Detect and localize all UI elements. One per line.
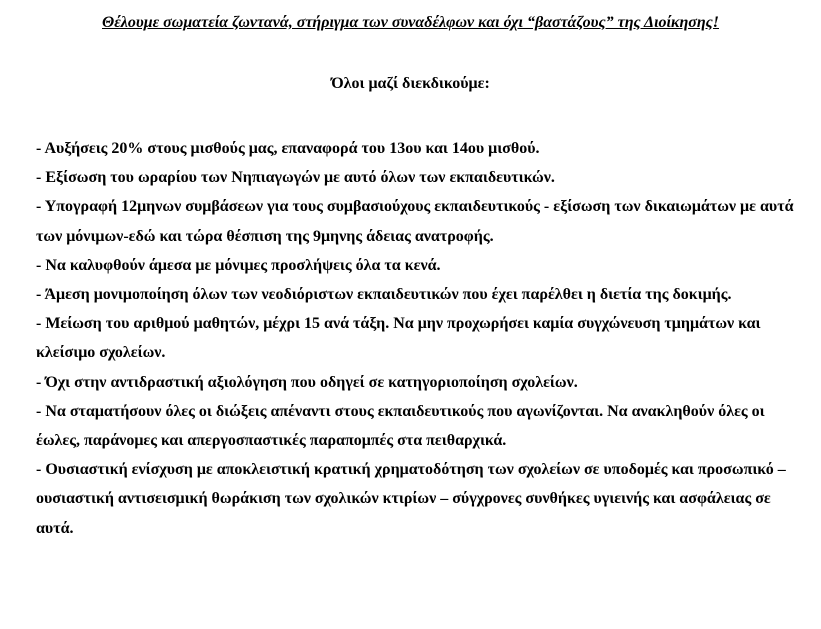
document-heading: Θέλουμε σωματεία ζωντανά, στήριγμα των συναδέλφων και όχι “βαστάζους” της Διοίκησης!: [102, 14, 719, 31]
demand-item: - Ουσιαστική ενίσχυση με αποκλειστική κρατική χρηματοδότηση των σχολείων σε υποδομές και προσωπικό – ουσιαστική αντισεισμική θωράκιση των σχολικών κτιρίων – σύγχρονες συνθήκες υγιεινής και ασφάλειας σε αυτά.: [36, 461, 786, 537]
document-subheading: Όλοι μαζί διεκδικούμε:: [331, 75, 490, 92]
demand-item: - Άμεση μονιμοποίηση όλων των νεοδιόριστων εκπαιδευτικών που έχει παρέλθει η διετία της δοκιμής.: [36, 286, 732, 304]
demands-list: [36, 134, 796, 543]
demand-item: - Όχι στην αντιδραστική αξιολόγηση που οδηγεί σε κατηγοριοποίηση σχολείων.: [36, 373, 578, 391]
demand-item: - Αυξήσεις 20% στους μισθούς μας, επαναφορά του 13ου και 14ου μισθού.: [36, 140, 540, 157]
demand-item: - Να σταματήσουν όλες οι διώξεις απέναντι στους εκπαιδευτικούς που αγωνίζονται. Να ανακληθούν όλες οι έωλες, παράνομες και απεργοσπαστικές παραπομπές στα πειθαρχικά.: [36, 402, 765, 450]
demand-item: - Να καλυφθούν άμεσα με μόνιμες προσλήψεις όλα τα κενά.: [36, 256, 441, 274]
demand-item: - Υπογραφή 12μηνων συμβάσεων για τους συμβασιούχους εκπαιδευτικούς - εξίσωση των δικαιωμάτων με αυτά των μόνιμων-εδώ και τώρα θέσπιση της 9μηνης άδειας ανατροφής.: [36, 198, 794, 245]
demand-item: - Εξίσωση του ωραρίου των Νηπιαγωγών με αυτό όλων των εκπαιδευτικών.: [36, 169, 555, 187]
demand-item: - Μείωση του αριθμού μαθητών, μέχρι 15 ανά τάξη. Να μην προχωρήσει καμία συγχώνευση τμημάτων και κλείσιμο σχολείων.: [36, 315, 761, 362]
